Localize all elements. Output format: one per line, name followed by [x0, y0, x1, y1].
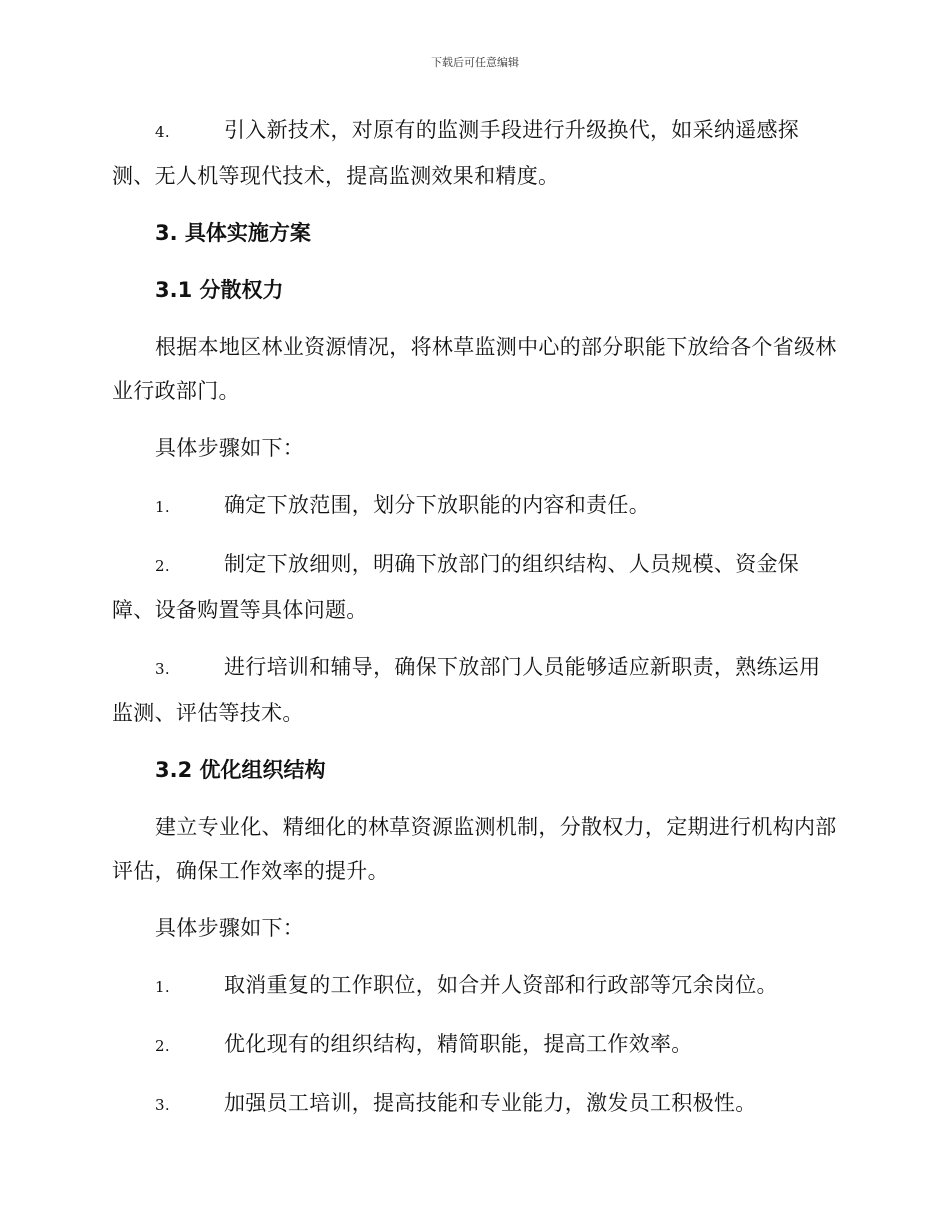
section-heading-3: 3. 具体实施方案 — [155, 221, 311, 245]
list-text: 进行培训和辅导，确保下放部门人员能够适应新职责，熟练运用 — [224, 655, 821, 679]
list-text: 引入新技术，对原有的监测手段进行升级换代，如采纳遥感探 — [224, 118, 800, 142]
list-item — [112, 645, 837, 735]
list-item — [112, 542, 837, 632]
list-text-continuation: 监测、评估等技术。 — [112, 701, 304, 725]
list-number: 3. — [155, 1096, 170, 1114]
list-text: 加强员工培训，提高技能和专业能力，激发员工积极性。 — [224, 1091, 757, 1115]
list-item — [112, 108, 837, 198]
list-number: 2. — [155, 557, 170, 575]
list-item — [112, 1022, 837, 1068]
section-3-1-paragraph: 根据本地区林业资源情况，将林草监测中心的部分职能下放给各个省级林业行政部门。 — [112, 335, 837, 403]
list-item — [112, 483, 837, 529]
list-number: 3. — [155, 660, 170, 678]
list-item — [112, 1081, 837, 1127]
list-number: 1. — [155, 978, 170, 996]
list-text: 制定下放细则，明确下放部门的组织结构、人员规模、资金保 — [224, 552, 800, 576]
section-heading-3-2: 3.2 优化组织结构 — [155, 758, 326, 782]
list-text-continuation: 障、设备购置等具体问题。 — [112, 598, 368, 622]
document-body — [112, 108, 837, 1140]
list-item — [112, 963, 837, 1009]
list-text: 取消重复的工作职位，如合并人资部和行政部等冗余岗位。 — [224, 973, 778, 997]
list-text: 确定下放范围，划分下放职能的内容和责任。 — [224, 493, 650, 517]
section-heading-3-1: 3.1 分散权力 — [155, 278, 284, 302]
list-number: 4. — [155, 123, 170, 141]
section-3-2-paragraph: 建立专业化、精细化的林草资源监测机制，分散权力，定期进行机构内部评估，确保工作效率的提升。 — [112, 815, 837, 883]
list-text-continuation: 测、无人机等现代技术，提高监测效果和精度。 — [112, 164, 560, 188]
list-text: 优化现有的组织结构，精简职能，提高工作效率。 — [224, 1032, 693, 1056]
section-3-1-steps-label: 具体步骤如下： — [155, 436, 305, 460]
section-3-2-steps-label: 具体步骤如下： — [155, 916, 305, 940]
list-number: 1. — [155, 498, 170, 516]
page-header-note: 下载后可任意编辑 — [431, 56, 519, 69]
list-number: 2. — [155, 1037, 170, 1055]
